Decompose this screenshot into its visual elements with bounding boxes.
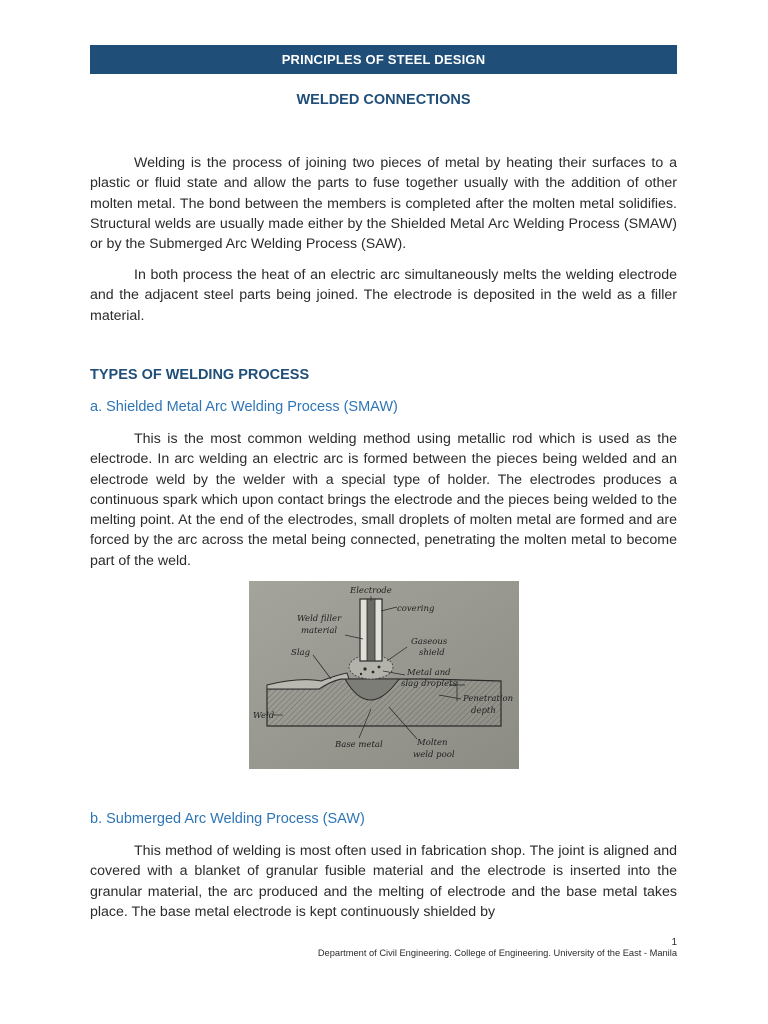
saw-paragraph: This method of welding is most often used in fabrication shop. The joint is aligned and covered with a blanket of granular fusible material and the electrode is inserted into the granular material, the arc produced and the melting of electrode and the base metal takes place. The base metal electrode is kept continuously shielded by (90, 843, 677, 920)
label-metal-and: Metal and (407, 668, 451, 678)
metal-droplet (360, 673, 362, 675)
smaw-diagram-figure (249, 581, 519, 769)
page-number: 1 (671, 937, 677, 948)
label-penetration: Penetration (463, 694, 514, 704)
section-heading-types: TYPES OF WELDING PROCESS (90, 367, 310, 383)
subheading-smaw: a. Shielded Metal Arc Welding Process (SMAW) (90, 399, 398, 415)
document-header-bar (90, 45, 677, 74)
metal-droplet (372, 671, 375, 674)
label-weld: Weld (253, 711, 275, 721)
label-covering: covering (397, 604, 435, 614)
smaw-diagram (249, 581, 519, 769)
header-title: PRINCIPLES OF STEEL DESIGN (281, 52, 486, 67)
label-slag-droplets: slag droplets (401, 679, 457, 689)
label-slag: Slag (291, 648, 311, 658)
label-molten: Molten (417, 738, 448, 748)
label-gaseous: Gaseous (411, 637, 448, 647)
label-electrode: Electrode (350, 586, 392, 596)
footer-department: Department of Civil Engineering. College of Engineering. University of the East - Manila (317, 948, 677, 958)
label-weld-filler-material: material (301, 626, 338, 636)
document-title: WELDED CONNECTIONS (296, 92, 471, 108)
electrode-core (367, 599, 375, 661)
label-base-metal: Base metal (335, 740, 383, 750)
label-weld-filler: Weld filler (297, 614, 342, 624)
label-gaseous-shield: shield (419, 648, 445, 658)
intro-paragraph-2: In both process the heat of an electric arc simultaneously melts the welding electrode and the adjacent steel parts being joined. The electrode is deposited in the weld as a filler material. (90, 267, 677, 324)
intro-paragraph-1: Welding is the process of joining two pieces of metal by heating their surfaces to a plastic or fluid state and allow the parts to fuse together usually with the addition of other molten metal. The bond between the members is completed after the molten metal solidifies. Structural welds are usually made either by the Shielded Metal Arc Welding Process (SMAW) or by the Submerged Arc Welding Process (SAW). (90, 155, 677, 253)
label-depth: depth (471, 706, 496, 716)
label-weld-pool: weld pool (413, 750, 455, 760)
metal-droplet (378, 666, 381, 669)
smaw-paragraph: This is the most common welding method using metallic rod which is used as the electrode. In arc welding an electric arc is formed between the pieces being welded and an electrode weld by the welder with a special type of holder. The electrodes produces a continuous spark which upon contact brings the electrode and the pieces being welded to the melting point. At the end of the electrodes, small droplets of molten metal are formed and are forced by the arc across the metal being connected, penetrating the molten metal to become part of the weld. (90, 431, 677, 569)
metal-droplet (363, 667, 366, 670)
subheading-saw: b. Submerged Arc Welding Process (SAW) (90, 811, 365, 827)
